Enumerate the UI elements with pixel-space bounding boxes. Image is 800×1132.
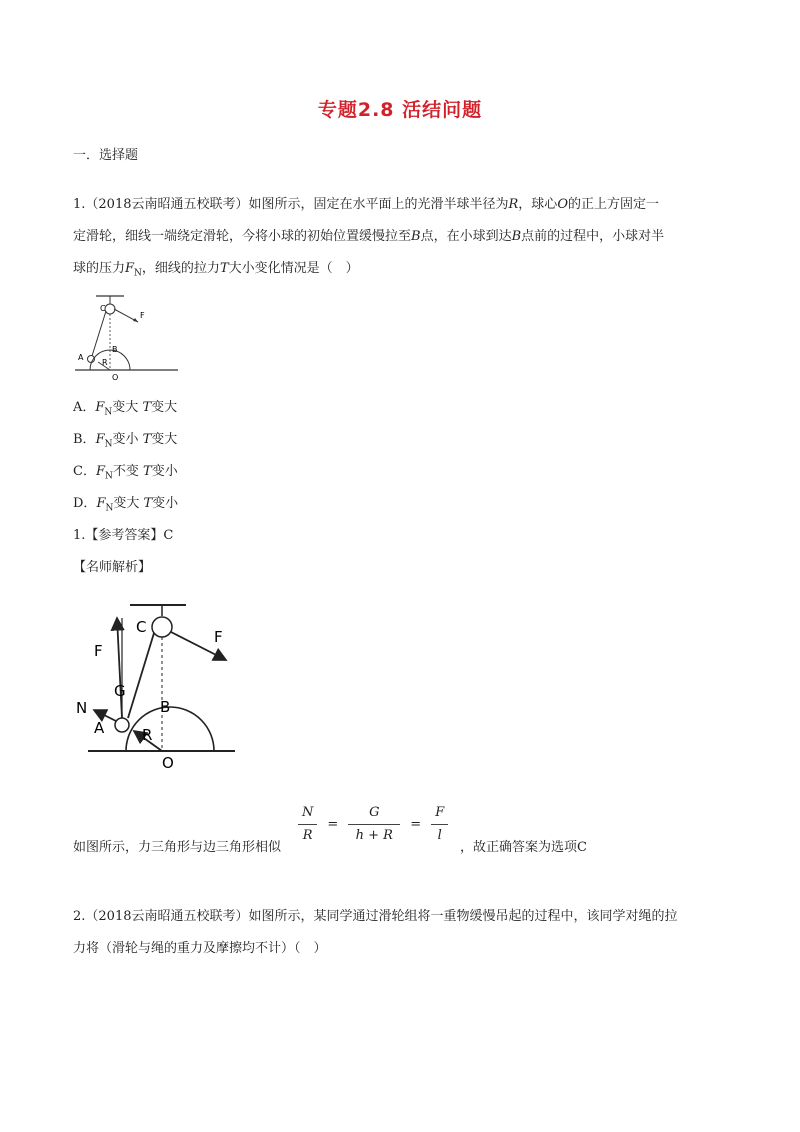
section-heading: 一．选择题 bbox=[73, 148, 139, 163]
fraction-g-hr: $\frac{G}{h + R}$ bbox=[348, 802, 400, 847]
q1-analysis-diagram bbox=[70, 598, 240, 773]
explain-suffix: ，故正确答案为选项C bbox=[460, 840, 587, 855]
label-B-large: B bbox=[160, 698, 171, 716]
label-C-large: C bbox=[136, 618, 147, 636]
analysis-title: 【名师解析】 bbox=[73, 560, 152, 575]
label-F-pull: F bbox=[94, 642, 103, 660]
label-N: N bbox=[76, 699, 88, 717]
label-C: C bbox=[100, 304, 106, 313]
answer: 1.【参考答案】C bbox=[73, 528, 174, 543]
q1-small-diagram bbox=[70, 292, 180, 382]
label-F-rope: F bbox=[214, 628, 223, 646]
option-c[interactable]: C．$F_N$不变 T变小 bbox=[73, 464, 178, 482]
label-R-large: R bbox=[142, 726, 153, 744]
q2-line-2: 力将（滑轮与绳的重力及摩擦均不计）（ ） bbox=[73, 941, 327, 956]
label-R: R bbox=[102, 358, 108, 367]
q1-line-1: 1.（2018云南昭通五校联考）如图所示，固定在水平面上的光滑半球半径为R，球心O的正上方固定一 bbox=[73, 197, 659, 212]
label-A: A bbox=[78, 353, 84, 362]
label-O: O bbox=[112, 373, 119, 382]
option-a[interactable]: A．$F_N$变大 T变大 bbox=[73, 400, 178, 418]
fraction-f-l: $\frac{F}{l}$ bbox=[431, 802, 448, 847]
label-F: F bbox=[140, 311, 145, 320]
similarity-equation: $\frac{N}{R}$ = $\frac{G}{h + R}$ = $\frac{F}{l}$ bbox=[298, 802, 448, 847]
option-b[interactable]: B．$F_N$变小 T变大 bbox=[73, 432, 178, 450]
label-O-large: O bbox=[162, 754, 174, 772]
explain-prefix: 如图所示，力三角形与边三角形相似 bbox=[73, 840, 282, 855]
fraction-n-r: $\frac{N}{R}$ bbox=[298, 802, 317, 847]
label-B: B bbox=[112, 345, 118, 354]
q2-line-1: 2.（2018云南昭通五校联考）如图所示，某同学通过滑轮组将一重物缓慢吊起的过程中，该同学对绳的拉 bbox=[73, 909, 678, 924]
page-title: 专题2.8 活结问题 bbox=[317, 99, 483, 121]
option-d[interactable]: D．$F_N$变大 T变小 bbox=[73, 496, 179, 514]
label-G: G bbox=[114, 682, 126, 700]
q1-line-2: 定滑轮，细线一端绕定滑轮，今将小球的初始位置缓慢拉至B点，在小球到达B点前的过程中，小球对半 bbox=[73, 229, 665, 244]
q1-line-3: 球的压力$F_N$，细线的拉力T大小变化情况是（ ） bbox=[73, 261, 359, 279]
label-A-large: A bbox=[94, 719, 105, 737]
